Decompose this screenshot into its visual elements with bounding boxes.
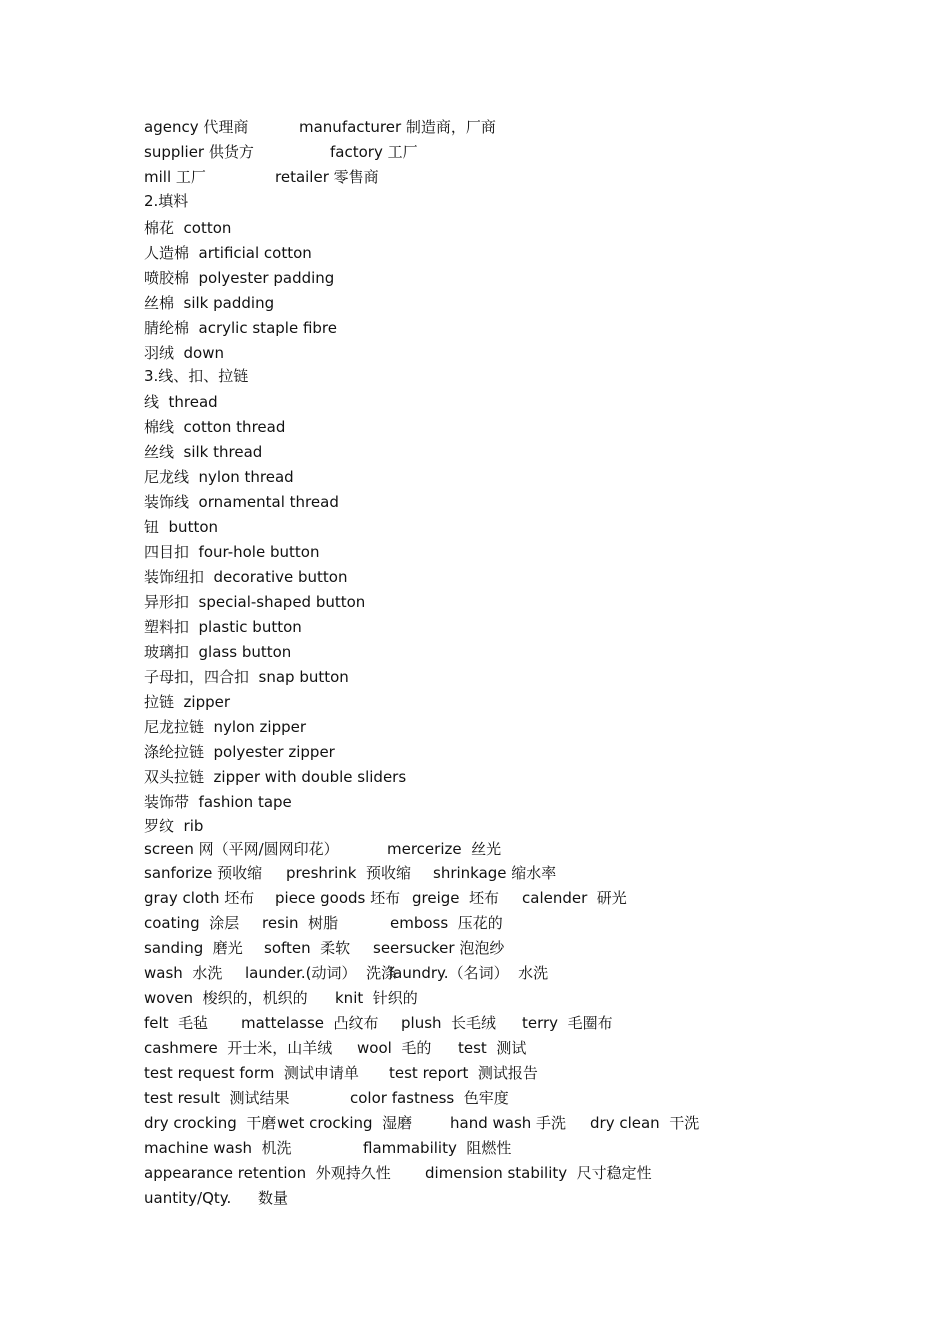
glossary-term: 双头拉链 zipper with double sliders	[144, 768, 407, 786]
glossary-term: terry 毛圈布	[522, 1014, 613, 1032]
glossary-term: 装饰纽扣 decorative button	[144, 568, 348, 586]
glossary-term: 丝棉 silk padding	[144, 294, 275, 312]
glossary-term: wash 水洗	[144, 964, 223, 982]
glossary-term: shrinkage 缩水率	[433, 864, 557, 882]
glossary-term: 人造棉 artificial cotton	[144, 244, 312, 262]
glossary-term: 拉链 zipper	[144, 693, 231, 711]
glossary-term: screen 网（平网/圆网印花）	[144, 840, 339, 858]
glossary-term: 四目扣 four-hole button	[144, 543, 320, 561]
glossary-term: 尼龙拉链 nylon zipper	[144, 718, 307, 736]
glossary-term: uantity/Qty.	[144, 1189, 232, 1207]
glossary-term: plush 长毛绒	[401, 1014, 497, 1032]
glossary-term: seersucker 泡泡纱	[373, 939, 505, 957]
glossary-term: 腈纶棉 acrylic staple fibre	[144, 319, 337, 337]
glossary-term: dry crocking 干磨	[144, 1114, 277, 1132]
glossary-term: hand wash 手洗	[450, 1114, 567, 1132]
glossary-term: wet crocking 湿磨	[277, 1114, 413, 1132]
glossary-term: 棉线 cotton thread	[144, 418, 286, 436]
glossary-term: 子母扣，四合扣 snap button	[144, 668, 349, 686]
glossary-term: supplier 供货方	[144, 143, 254, 161]
glossary-term: soften 柔软	[264, 939, 351, 957]
glossary-term: cashmere 开士米，山羊绒	[144, 1039, 333, 1057]
glossary-term: machine wash 机洗	[144, 1139, 292, 1157]
glossary-term: mattelasse 凸纹布	[241, 1014, 379, 1032]
glossary-term: laundry.（名词） 水洗	[389, 964, 549, 982]
glossary-term: mill 工厂	[144, 168, 206, 186]
glossary-term: gray cloth 坯布	[144, 889, 255, 907]
glossary-term: calender 研光	[522, 889, 627, 907]
glossary-term: color fastness 色牢度	[350, 1089, 509, 1107]
glossary-term: manufacturer 制造商，厂商	[299, 118, 496, 136]
glossary-term: 2.填料	[144, 192, 189, 210]
glossary-term: 装饰线 ornamental thread	[144, 493, 339, 511]
glossary-term: greige 坯布	[412, 889, 500, 907]
glossary-term: 棉花 cotton	[144, 219, 232, 237]
glossary-term: agency 代理商	[144, 118, 249, 136]
glossary-term: felt 毛毡	[144, 1014, 209, 1032]
glossary-term: launder.(动词） 洗涤	[245, 964, 397, 982]
glossary-term: sanforize 预收缩	[144, 864, 263, 882]
glossary-term: 异形扣 special-shaped button	[144, 593, 366, 611]
glossary-term: 线 thread	[144, 393, 218, 411]
glossary-term: 数量	[258, 1189, 289, 1207]
glossary-term: 装饰带 fashion tape	[144, 793, 292, 811]
glossary-term: coating 涂层	[144, 914, 240, 932]
glossary-term: knit 针织的	[335, 989, 418, 1007]
glossary-term: test report 测试报告	[389, 1064, 538, 1082]
glossary-term: 塑料扣 plastic button	[144, 618, 302, 636]
glossary-term: factory 工厂	[330, 143, 418, 161]
glossary-term: dry clean 干洗	[590, 1114, 700, 1132]
glossary-term: test request form 测试申请单	[144, 1064, 359, 1082]
glossary-term: 玻璃扣 glass button	[144, 643, 292, 661]
glossary-term: mercerize 丝光	[387, 840, 502, 858]
glossary-term: emboss 压花的	[390, 914, 503, 932]
glossary-term: piece goods 坯布	[275, 889, 401, 907]
glossary-term: dimension stability 尺寸稳定性	[425, 1164, 652, 1182]
glossary-term: resin 树脂	[262, 914, 339, 932]
glossary-term: sanding 磨光	[144, 939, 243, 957]
glossary-term: 涤纶拉链 polyester zipper	[144, 743, 335, 761]
glossary-term: 3.线、扣、拉链	[144, 367, 249, 385]
glossary-term: preshrink 预收缩	[286, 864, 411, 882]
glossary-term: retailer 零售商	[275, 168, 379, 186]
glossary-term: 钮 button	[144, 518, 219, 536]
glossary-term: 喷胶棉 polyester padding	[144, 269, 335, 287]
glossary-term: test result 测试结果	[144, 1089, 290, 1107]
glossary-term: test 测试	[458, 1039, 527, 1057]
glossary-term: woven 梭织的，机织的	[144, 989, 308, 1007]
glossary-term: 尼龙线 nylon thread	[144, 468, 294, 486]
glossary-term: wool 毛的	[357, 1039, 432, 1057]
glossary-term: 丝线 silk thread	[144, 443, 263, 461]
glossary-term: appearance retention 外观持久性	[144, 1164, 391, 1182]
glossary-term: flammability 阻燃性	[363, 1139, 512, 1157]
glossary-term: 羽绒 down	[144, 344, 225, 362]
glossary-term: 罗纹 rib	[144, 817, 204, 835]
